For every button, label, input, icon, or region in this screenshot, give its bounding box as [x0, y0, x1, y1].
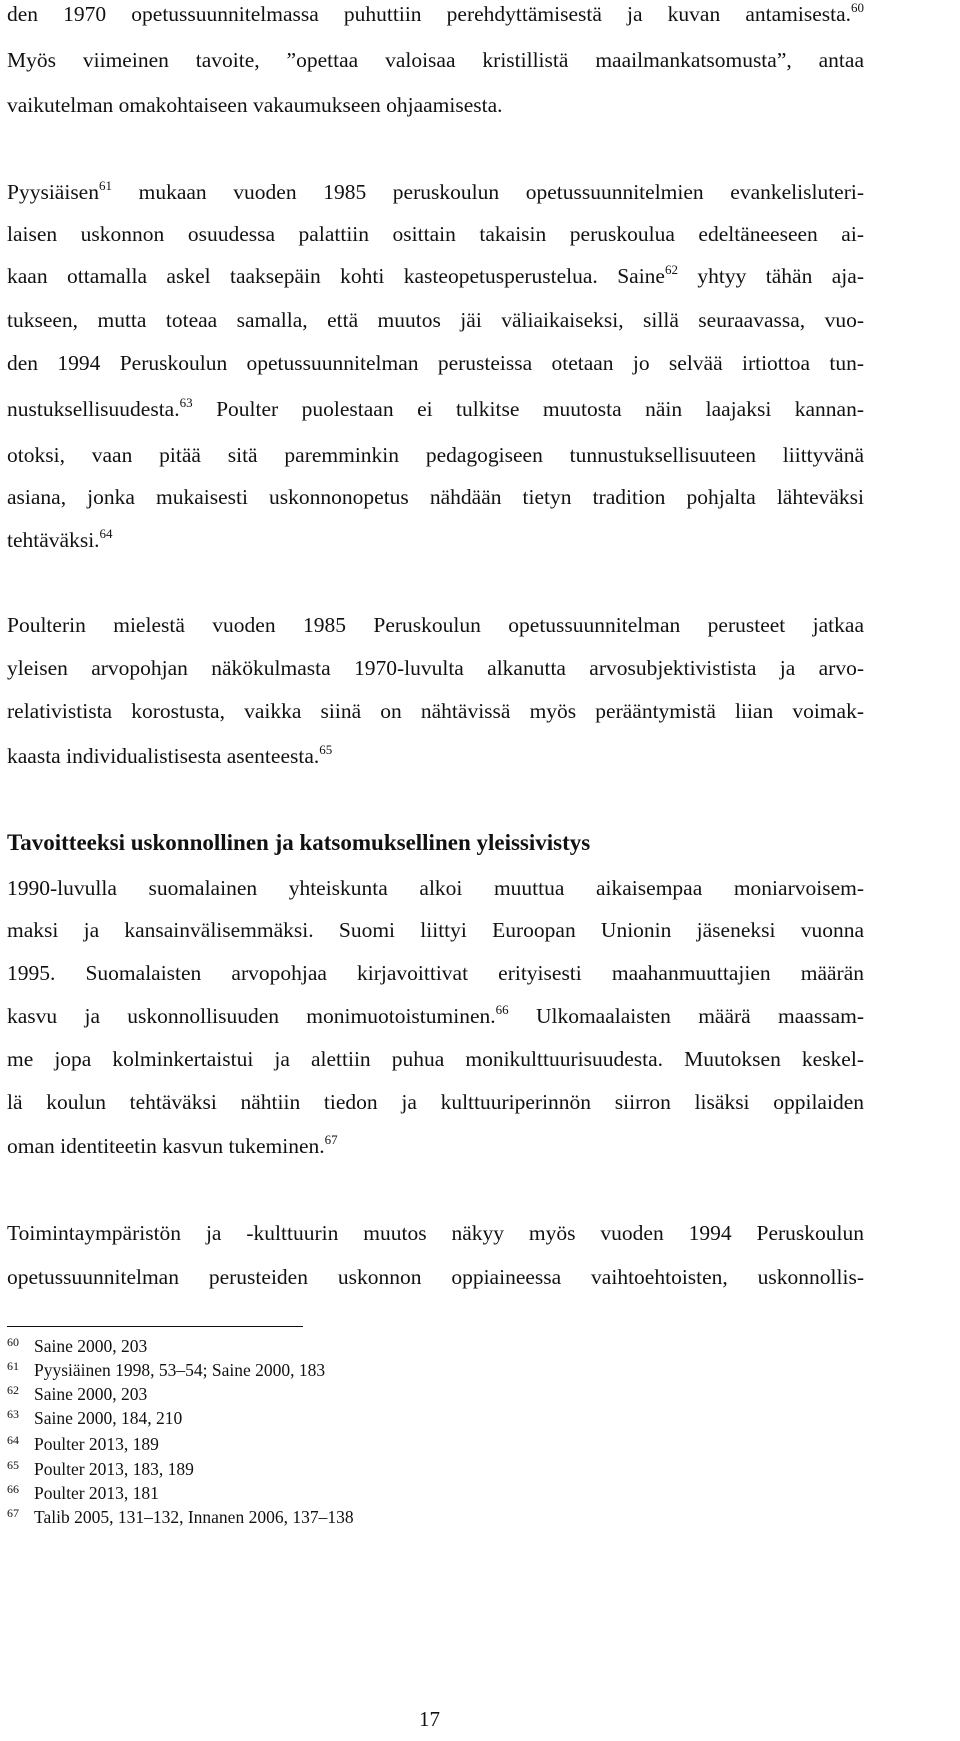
- text-line: den 1994 Peruskoulun opetussuunnitelman perusteissa otetaan jo selvää irtiottoa tun-: [7, 351, 864, 375]
- footnote-divider: [7, 1326, 303, 1327]
- footnote-text: Saine 2000, 184, 210: [34, 1408, 183, 1428]
- footnote-ref[interactable]: 67: [324, 1132, 338, 1147]
- footnote-text: Saine 2000, 203: [34, 1384, 148, 1404]
- section-heading: Tavoitteeksi uskonnollinen ja katsomuksellinen yleissivistys: [7, 830, 591, 855]
- text-line: Myös viimeinen tavoite, ”opettaa valoisaa kristillistä maailmankatsomusta”, antaa: [7, 48, 864, 72]
- footnote-ref[interactable]: 62: [664, 262, 678, 277]
- text-line: 1990-luvulla suomalainen yhteiskunta alkoi muuttua aikaisempaa moniarvoisem-: [7, 876, 864, 900]
- text-line: kaasta individualistisesta asenteesta.$^{65}$: [7, 742, 333, 768]
- text-line: laisen uskonnon osuudessa palattiin osittain takaisin peruskoulua edeltäneeseen ai-: [7, 222, 864, 246]
- text-line: tukseen, mutta toteaa samalla, että muutos jäi väliaikaiseksi, sillä seuraavassa, vuo-: [7, 308, 864, 332]
- text-line: kaan ottamalla askel taaksepäin kohti kasteopetusperustelua. Saine$^{62}$ yhtyy tähän aja-: [7, 262, 864, 288]
- footnote-ref[interactable]: 63: [179, 395, 193, 410]
- text-line: Poulterin mielestä vuoden 1985 Peruskoulun opetussuunnitelman perusteet jatkaa: [7, 613, 864, 637]
- text-line: kasvu ja uskonnollisuuden monimuotoistuminen.$^{66}$ Ulkomaalaisten määrä maassam-: [7, 1002, 864, 1028]
- text-line: Pyysiäisen$^{61}$ mukaan vuoden 1985 peruskoulun opetussuunnitelmien evankelisluteri-: [7, 178, 865, 204]
- footnote-number: 67: [7, 1506, 19, 1520]
- text-line: vaikutelman omakohtaiseen vakaumukseen ohjaamisesta.: [7, 93, 503, 117]
- footnote-text: Poulter 2013, 183, 189: [34, 1459, 194, 1479]
- footnote-text: Talib 2005, 131–132, Innanen 2006, 137–138: [34, 1507, 354, 1527]
- text-line: 1995. Suomalaisten arvopohjaa kirjavoittivat erityisesti maahanmuuttajien määrän: [7, 961, 864, 985]
- page-number: 17: [419, 1707, 440, 1731]
- footnote-text: Poulter 2013, 181: [34, 1483, 159, 1503]
- text-line: opetussuunnitelman perusteiden uskonnon oppiaineessa vaihtoehtoisten, uskonnollis-: [7, 1265, 864, 1289]
- footnote-number: 61: [7, 1359, 19, 1373]
- footnote-ref[interactable]: 60: [851, 0, 864, 15]
- footnote-number: 60: [7, 1335, 19, 1349]
- text-line: nustuksellisuudesta.$^{63}$ Poulter puolestaan ei tulkitse muutosta näin laajaksi kannan-: [7, 395, 865, 421]
- text-line: otoksi, vaan pitää sitä paremminkin pedagogiseen tunnustuksellisuuteen liittyvänä: [7, 443, 864, 467]
- footnote-number: 65: [7, 1458, 19, 1472]
- text-line: maksi ja kansainvälisemmäksi. Suomi liittyi Euroopan Unionin jäseneksi vuonna: [7, 918, 864, 942]
- text-line: den 1970 opetussuunnitelmassa puhuttiin perehdyttämisestä ja kuvan antamisesta.$^{60}$: [7, 0, 864, 26]
- footnote-ref[interactable]: 61: [98, 178, 112, 193]
- text-line: relativistista korostusta, vaikka siinä on nähtävissä myös perääntymistä liian voimak-: [7, 699, 864, 723]
- footnote-ref[interactable]: 65: [319, 742, 333, 757]
- text-line: yleisen arvopohjan näkökulmasta 1970-luvulta alkanutta arvosubjektivistista ja arvo-: [7, 656, 864, 680]
- text-line: tehtäväksi.$^{64}$: [7, 526, 113, 552]
- text-line: Toimintaympäristön ja -kulttuurin muutos näkyy myös vuoden 1994 Peruskoulun: [7, 1221, 864, 1245]
- footnote-text: Poulter 2013, 189: [34, 1434, 159, 1454]
- footnote-number: 64: [7, 1433, 19, 1447]
- text-line: asiana, jonka mukaisesti uskonnonopetus nähdään tietyn tradition pohjalta lähteväksi: [7, 485, 864, 509]
- text-line: oman identiteetin kasvun tukeminen.$^{67}$: [7, 1132, 338, 1158]
- footnote-number: 66: [7, 1482, 19, 1496]
- footnote-number: 62: [7, 1383, 19, 1397]
- footnote-ref[interactable]: 66: [495, 1002, 509, 1017]
- footnote-text: Saine 2000, 203: [34, 1336, 148, 1356]
- footnote-number: 63: [7, 1407, 19, 1421]
- footnote-ref[interactable]: 64: [99, 526, 113, 541]
- text-line: me jopa kolminkertaistui ja alettiin puhua monikulttuurisuudesta. Muutoksen keskel-: [7, 1047, 864, 1071]
- text-line: lä koulun tehtäväksi nähtiin tiedon ja kulttuuriperinnön siirron lisäksi oppilaiden: [7, 1090, 864, 1114]
- footnote-text: Pyysiäinen 1998, 53–54; Saine 2000, 183: [34, 1360, 326, 1380]
